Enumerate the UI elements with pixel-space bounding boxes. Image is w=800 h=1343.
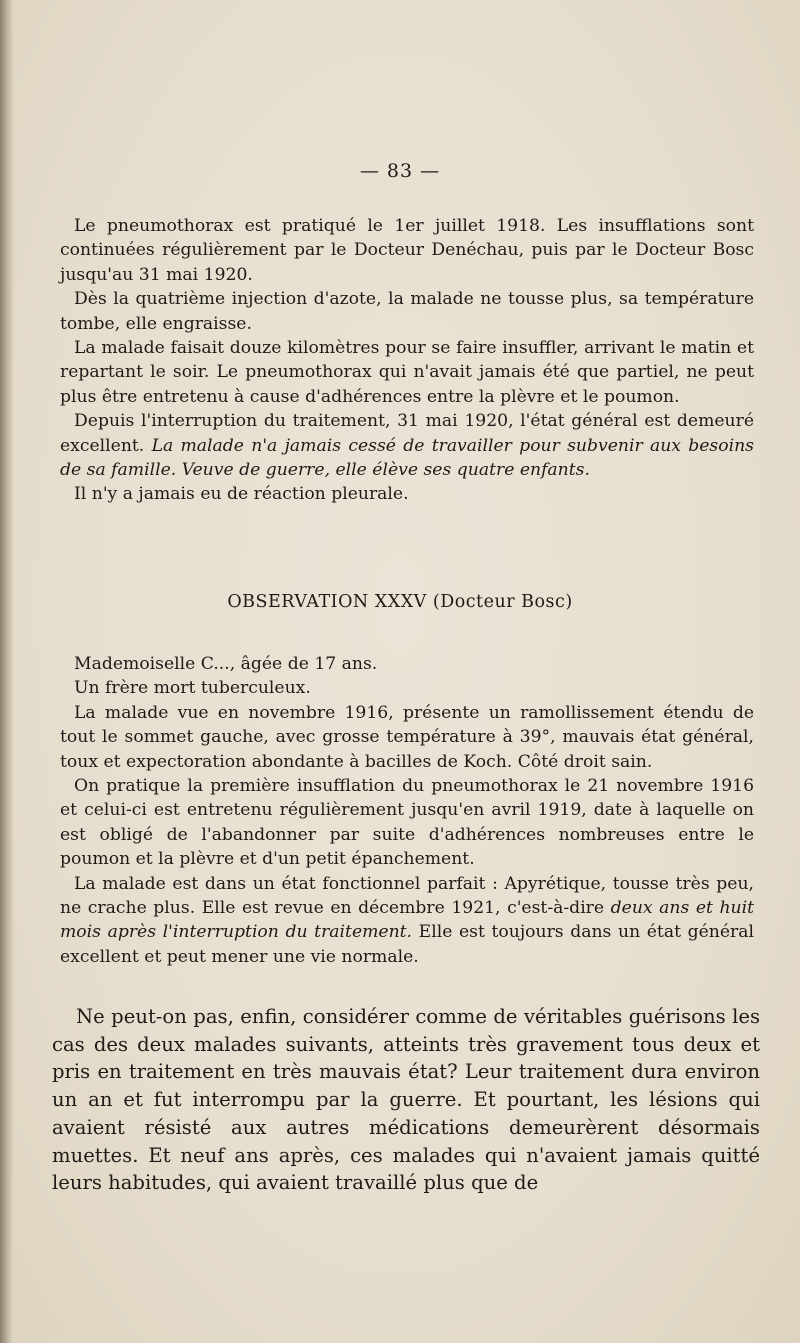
paragraph: Dès la quatrième injection d'azote, la malade ne tousse plus, sa température tombe, elle engraisse.	[60, 289, 754, 334]
discussion-text	[52, 1003, 760, 1197]
paragraph	[60, 409, 754, 482]
paragraph: On pratique la première insufflation du pneumothorax le 21 novembre 1916 et celui-ci est entretenu régulièrement jusqu'en avril 1919, date à laquelle on est obligé de l'abandonner par suite d'adhérences nombreuses entre le poumon et la plèvre et d'un petit épanchement.	[60, 776, 754, 870]
paragraph	[60, 872, 754, 970]
binding-edge	[0, 0, 14, 1343]
paragraph: Le pneumothorax est pratiqué le 1er juillet 1918. Les insufflations sont continuées régulièrement par le Docteur Denéchau, puis par le Docteur Bosc jusqu'au 31 mai 1920.	[60, 216, 754, 285]
observation-heading: OBSERVATION XXXV (Docteur Bosc)	[227, 592, 573, 612]
paragraph-text: Elle est toujours dans un état général excellent et peut mener une vie normale.	[60, 922, 754, 967]
paragraph-text: Depuis l'interruption du traitement, 31 mai 1920, l'état général est demeuré excellent.	[60, 411, 754, 456]
paragraph-text: La malade est dans un état fonctionnel parfait : Apyrétique, tousse très peu, ne crache plus. Elle est revue en décembre 1921, c'est-à-dire	[60, 873, 754, 919]
page-number: — 83 —	[359, 160, 441, 182]
paragraph: Un frère mort tuberculeux.	[74, 678, 311, 699]
italic-text: deux ans et huit mois après l'interruption du traitement.	[60, 898, 754, 943]
paragraph: La malade vue en novembre 1916, présente un ramollissement étendu de tout le sommet gauche, avec grosse température à 39°, mauvais état général, toux et expectoration abondante à bacilles de Koch. Côté droit sain.	[60, 702, 754, 772]
paragraph: La malade faisait douze kilomètres pour se faire insuffler, arrivant le matin et repartant le soir. Le pneumothorax qui n'avait jamais été que partiel, ne peut plus être entretenu à cause d'adhérences entre la plèvre et le poumon.	[60, 338, 754, 407]
paragraph: Mademoiselle C..., âgée de 17 ans.	[74, 654, 378, 674]
paragraph: Ne peut-on pas, enfin, considérer comme de véritables guérisons les cas des deux malades suivants, atteints très gravement tous deux et pris en traitement en très mauvais état? Leur traitement dura environ un an et fut interrompu par la guerre. Et pourtant, les lésions qui avaient résisté aux autres médications demeurèrent désormais muettes. Et neuf ans après, ces malades qui n'avaient jamais quitté leurs habitudes, qui avaient travaillé plus que de	[52, 1005, 760, 1195]
patient-history-continued	[60, 214, 754, 507]
paragraph: Il n'y a jamais eu de réaction pleurale.	[74, 484, 409, 505]
italic-text: La malade n'a jamais cessé de travailler pour subvenir aux besoins de sa famille. Veuve de guerre, elle élève ses quatre enfants.	[60, 435, 754, 481]
observation-body	[60, 652, 754, 969]
